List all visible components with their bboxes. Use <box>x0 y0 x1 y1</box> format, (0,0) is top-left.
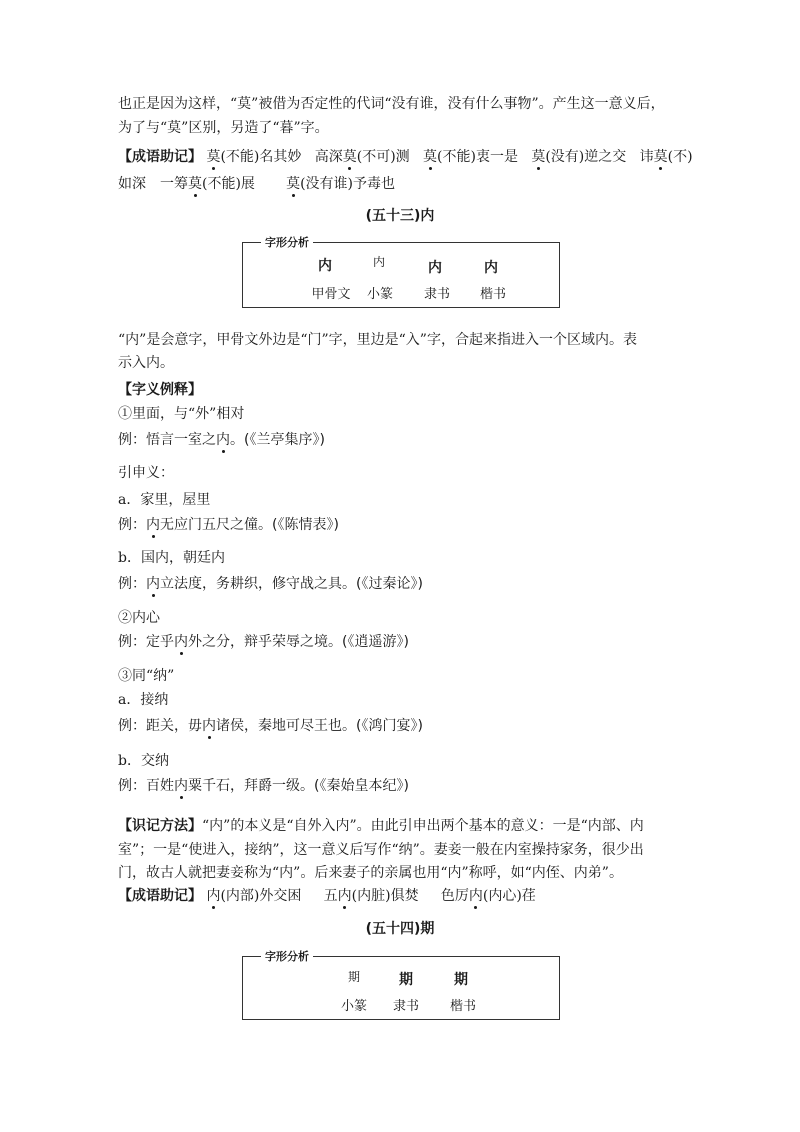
paragraph-line: 也正是因为这样，“莫”被借为否定性的代词“没有谁，没有什么事物”。产生这一意义后， <box>118 96 665 112</box>
method-line: 门，故古人就把妻妾称为“内”。后来妻子的亲属也用“内”称呼，如“内侄、内弟”。 <box>118 865 623 881</box>
meaning-item: ②内心 <box>118 610 160 626</box>
idiom-line <box>118 147 693 167</box>
idiom-line <box>118 886 536 906</box>
idiom-item: 讳莫(不) <box>639 149 693 165</box>
clerical-glyph: 内 <box>428 260 442 276</box>
glyph-label: 楷书 <box>449 999 476 1014</box>
glyph-label: 楷书 <box>479 287 506 302</box>
example-line: 例：悟言一室之内。(《兰亭集序》) <box>118 432 325 448</box>
idiom-label: 【成语助记】 <box>118 149 202 165</box>
regular-glyph: 内 <box>484 260 498 276</box>
glyph-label: 隶书 <box>392 999 419 1014</box>
meaning-item: b．交纳 <box>118 753 169 769</box>
oracle-glyph: 内 <box>318 258 332 274</box>
meaning-item: ③同“纳” <box>118 668 175 684</box>
section-title: (五十三)内 <box>365 208 435 224</box>
seal-glyph: 期 <box>347 970 360 984</box>
example-line: 例：百姓内粟千石，拜爵一级。(《秦始皇本纪》) <box>118 778 409 794</box>
example-line: 例：距关，毋内诸侯，秦地可尽王也。(《鸿门宴》) <box>118 718 423 734</box>
glyph-label: 隶书 <box>423 287 450 302</box>
idiom-item: 如深 一筹莫(不能)展 <box>118 176 255 192</box>
idiom-item: 莫(不能)衷一是 <box>423 149 518 165</box>
example-line: 例：定乎内外之分，辩乎荣辱之境。(《逍遥游》) <box>118 634 409 650</box>
meaning-item: a．家里，屋里 <box>118 492 211 508</box>
method-line: 室”；一是“使进入，接纳”，这一意义后写作“纳”。妻妾一般在内室操持家务，很少出 <box>118 842 644 858</box>
seal-glyph: 内 <box>372 255 385 269</box>
meaning-item: 引申义： <box>118 465 174 481</box>
glyph-analysis-box <box>242 950 560 1020</box>
paragraph-line: “内”是会意字，甲骨文外边是“门”字，里边是“入”字，合起来指进入一个区域内。表 <box>118 332 637 348</box>
paragraph-line: 示入内。 <box>118 355 174 371</box>
idiom-line <box>118 174 395 194</box>
method-line: 【识记方法】“内”的本义是“自外入内”。由此引申出两个基本的意义：一是“内部、内 <box>118 818 644 834</box>
paragraph-line: 为了与“莫”区别，另造了“暮”字。 <box>118 120 329 136</box>
example-line: 例：内立法度，务耕织，修守战之具。(《过秦论》) <box>118 576 423 592</box>
meaning-item: b．国内，朝廷内 <box>118 550 225 566</box>
glyph-analysis-box <box>242 236 560 308</box>
idiom-item: 内(内部)外交困 <box>206 888 302 904</box>
clerical-glyph: 期 <box>399 972 413 988</box>
method-label: 【识记方法】 <box>118 818 202 834</box>
meaning-item: a．接纳 <box>118 692 169 708</box>
glyph-label: 小篆 <box>366 287 393 302</box>
meaning-label: 【字义例释】 <box>118 382 202 398</box>
box-title: 字形分析 <box>261 948 313 964</box>
idiom-item: 高深莫(不可)测 <box>314 149 410 165</box>
section-title: (五十四)期 <box>365 921 435 937</box>
glyph-label: 小篆 <box>340 999 367 1014</box>
idiom-label: 【成语助记】 <box>118 888 202 904</box>
glyph-label: 甲骨文 <box>311 287 351 302</box>
example-line: 例：内无应门五尺之僮。(《陈情表》) <box>118 517 339 533</box>
meaning-item: ①里面，与“外”相对 <box>118 406 245 422</box>
idiom-item: 莫(不能)名其妙 <box>206 149 302 165</box>
regular-glyph: 期 <box>454 972 468 988</box>
idiom-item: 色厉内(内心)荏 <box>440 888 536 904</box>
idiom-item: 莫(没有谁)予毒也 <box>286 176 396 192</box>
idiom-item: 五内(内脏)俱焚 <box>323 888 419 904</box>
box-title: 字形分析 <box>261 234 313 250</box>
idiom-item: 莫(没有)逆之交 <box>531 149 627 165</box>
